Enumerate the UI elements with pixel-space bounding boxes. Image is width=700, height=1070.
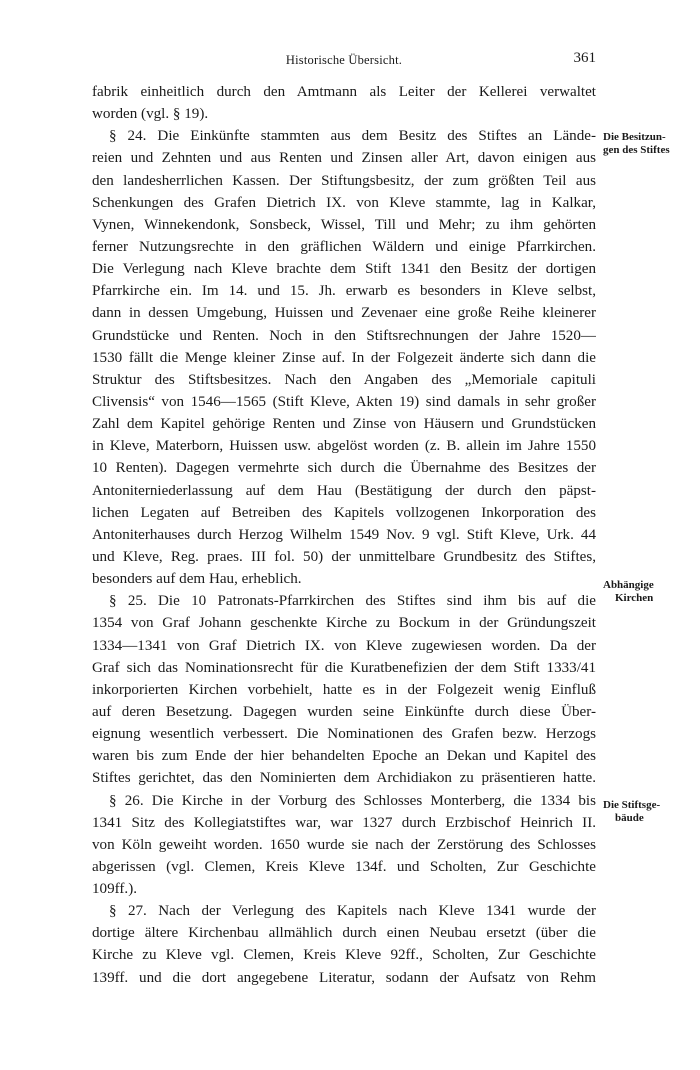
text-line: 109ff.).	[92, 881, 137, 898]
text-line: lichen Legaten auf Betreiben des Kapitels vollzogenen Inkorporation des	[92, 504, 596, 521]
body-text	[92, 81, 596, 989]
text-line: Pfarrkirche ein. Im 14. und 15. Jh. erwarb es besonders in Kleve selbst,	[92, 283, 596, 300]
text-line: 139ff. und die dort angegebene Literatur, sodann der Aufsatz von Rehm	[92, 969, 596, 986]
margin-note-line: Die Stiftsge-	[603, 799, 661, 811]
text-line: inkorporierten Kirchen vorbehielt, hatte es in der Folgezeit wenig Einfluß	[92, 681, 596, 698]
text-line: fabrik einheitlich durch den Amtmann als Leiter der Kellerei verwaltet	[92, 84, 596, 100]
text-line: Die Verlegung nach Kleve brachte dem Stift 1341 den Besitz der dortigen	[92, 261, 596, 278]
text-line: ferner Nutzungsrechte in den gräflichen Wäldern und einige Pfarrkirchen.	[92, 238, 596, 255]
text-line: 1334—1341 von Graf Dietrich IX. von Kleve zugewiesen worden. Da der	[92, 637, 596, 654]
text-line: besonders auf dem Hau, erheblich.	[92, 571, 302, 588]
text-line: von Köln geweiht worden. 1650 wurde sie nach der Zerstörung des Schlosses	[92, 836, 596, 853]
margin-note-line: Kirchen	[615, 592, 654, 604]
text-line: § 26. Die Kirche in der Vorburg des Schlosses Monterberg, die 1334 bis	[109, 792, 596, 809]
text-line: 1341 Sitz des Kollegiatstiftes war, war 1327 durch Erzbischof Heinrich II.	[92, 814, 596, 831]
text-line: Stiftes gerichtet, das den Nominierten dem Archidiakon zu präsentieren hatte.	[92, 770, 596, 787]
text-line: 1530 fällt die Menge kleiner Zinse auf. In der Folgezeit änderte sich dann die	[92, 349, 596, 366]
text-line: Schenkungen des Grafen Dietrich IX. von Kleve stammte, lag in Kalkar,	[92, 194, 596, 211]
text-line: Grundstücke und Renten. Noch in den Stiftsrechnungen der Jahre 1520—	[92, 327, 596, 344]
text-line: Antoniterniederlassung auf dem Hau (Bestätigung der durch den päpst-	[92, 482, 596, 499]
text-line: und Kleve, Reg. praes. III fol. 50) der unmittelbare Grundbesitz des Stiftes,	[92, 548, 596, 565]
margin-note-abhaengige-kirchen	[603, 579, 699, 605]
text-line: § 25. Die 10 Patronats-Pfarrkirchen des Stiftes sind ihm bis auf die	[109, 593, 596, 610]
margin-note-line: Die Besitzun-	[603, 131, 666, 143]
text-line: § 24. Die Einkünfte stammten aus dem Besitz des Stiftes an Lände-	[109, 128, 596, 145]
text-line: Zahl dem Kapitel gehörige Renten und Zinse von Häusern und Grundstücken	[92, 416, 596, 433]
running-head	[92, 50, 596, 70]
margin-note-line: gen des Stiftes	[603, 144, 670, 156]
text-line: Graf sich das Nominationsrecht für die Kuratbenefizien der dem Stift 1333/41	[92, 659, 596, 676]
page-number: 361	[573, 50, 596, 66]
text-line: dann in dessen Umgebung, Huissen und Zevenaer eine große Reihe kleinerer	[92, 305, 596, 322]
text-line: Kirche zu Kleve vgl. Clemen, Kreis Kleve 92ff., Scholten, Zur Geschichte	[92, 947, 596, 964]
text-line: Struktur des Stiftsbesitzes. Nach den Angaben des „Memoriale capituli	[92, 371, 596, 388]
text-line: Antoniterhauses durch Herzog Wilhelm 1549 Nov. 9 vgl. Stift Kleve, Urk. 44	[92, 526, 596, 543]
margin-note-besitzungen	[603, 131, 699, 157]
margin-note-line: Abhängige	[603, 579, 654, 591]
margin-note-stiftsgebaeude	[603, 799, 699, 825]
text-line: auf deren Besetzung. Dagegen wurden seine Einkünfte durch diese Über-	[92, 703, 596, 720]
text-line: worden (vgl. § 19).	[92, 106, 209, 123]
text-line: eignung wesentlich verbessert. Die Nominationen des Grafen bezw. Herzogs	[92, 726, 596, 743]
text-line: dortige ältere Kirchenbau allmählich durch einen Neubau ersetzt (über die	[92, 925, 596, 942]
text-line: abgerissen (vgl. Clemen, Kreis Kleve 134f. und Scholten, Zur Geschichte	[92, 858, 596, 875]
running-title: Historische Übersicht.	[285, 53, 403, 67]
text-line: Vynen, Winnekendonk, Sonsbeck, Wissel, Till und Mehr; zu ihm gehörten	[92, 216, 596, 233]
margin-note-line: bäude	[615, 812, 644, 824]
text-line: den landesherrlichen Kassen. Der Stiftungsbesitz, der zum größten Teil aus	[92, 172, 596, 189]
text-line: waren bis zum Ende der hier behandelten Epoche an Dekan und Kapitel des	[92, 748, 596, 765]
text-line: 1354 von Graf Johann geschenkte Kirche zu Bockum in der Gründungszeit	[92, 615, 596, 632]
text-line: in Kleve, Materborn, Huissen usw. abgelöst worden (z. B. allein im Jahre 1550	[92, 438, 596, 455]
text-line: § 27. Nach der Verlegung des Kapitels nach Kleve 1341 wurde der	[109, 903, 596, 920]
text-line: 10 Renten). Dagegen vermehrte sich durch die Übernahme des Besitzes der	[92, 460, 596, 477]
text-line: reien und Zehnten und aus Renten und Zinsen aller Art, davon einigen aus	[92, 150, 596, 167]
text-line: Clivensis“ von 1546—1565 (Stift Kleve, Akten 19) sind damals in sehr großer	[92, 393, 596, 410]
